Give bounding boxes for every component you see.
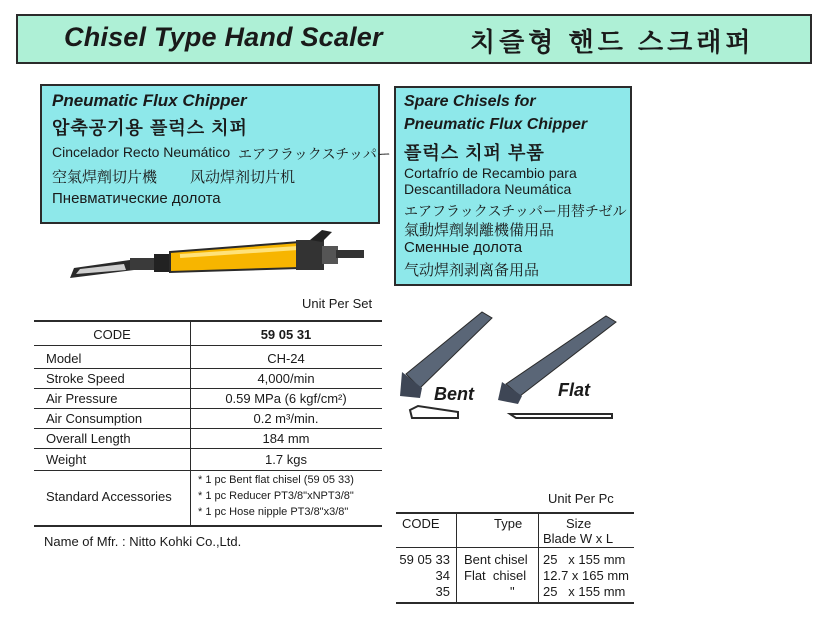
spare-header-code: CODE xyxy=(402,516,440,531)
spare-row-size: 25 x 155 mm xyxy=(543,584,626,599)
spec-row-label: Model xyxy=(46,351,82,366)
spec-code-value: 59 05 31 xyxy=(260,327,312,342)
spec-row-label: Air Pressure xyxy=(46,391,118,406)
spec-row-value: 4,000/min xyxy=(257,371,315,386)
accessories-label: Standard Accessories xyxy=(46,489,172,504)
spare-chisels-illustration xyxy=(398,302,628,426)
spare-row-size: 12.7 x 165 mm xyxy=(543,568,629,583)
product-name-jp: エアフラックスチッパー xyxy=(238,146,391,162)
spec-row-value: 0.59 MPa (6 kgf/cm²) xyxy=(225,391,347,406)
flux-chipper-illustration xyxy=(60,226,380,288)
spare-name-es-2: Descantilladora Neumática xyxy=(404,181,572,197)
spare-row-code: 59 05 33 xyxy=(399,552,450,567)
spare-row-code: 34 xyxy=(435,568,450,583)
spare-row-size: 25 x 155 mm xyxy=(543,552,626,567)
product-name-zh-simp: 风动焊剂切片机 xyxy=(190,169,296,186)
accessory-item: * 1 pc Reducer PT3/8"xNPT3/8" xyxy=(198,490,354,502)
product-name-es: Cincelador Recto Neumático xyxy=(52,144,231,160)
spare-row-type: Bent chisel xyxy=(464,552,528,567)
spare-header-size-sub: Blade W x L xyxy=(543,531,614,546)
product-name-zh-trad: 空氣焊劑切片機 xyxy=(52,169,158,186)
bent-chisel-label: Bent xyxy=(434,384,474,404)
spec-row-label: Air Consumption xyxy=(46,411,143,426)
spare-name-es-1: Cortafrío de Recambio para xyxy=(404,165,577,181)
unit-per-pc-note: Unit Per Pc xyxy=(548,491,614,506)
spare-heading-2: Pneumatic Flux Chipper xyxy=(404,116,588,133)
spec-row-value: 1.7 kgs xyxy=(265,452,307,467)
spec-row-value: 0.2 m³/min. xyxy=(253,411,319,426)
title-korean: 치즐형 핸드 스크래퍼 xyxy=(470,27,755,57)
manufacturer-name: Name of Mfr. : Nitto Kohki Co.,Ltd. xyxy=(44,534,242,549)
spare-heading-1: Spare Chisels for xyxy=(404,93,536,110)
spare-row-type: Flat chisel xyxy=(464,568,527,583)
spare-header-type: Type xyxy=(494,516,523,531)
spec-row-label: Stroke Speed xyxy=(46,371,125,386)
spare-row-type: " xyxy=(510,584,515,599)
spec-row-label: Overall Length xyxy=(46,431,131,446)
spare-name-ru: Сменные долота xyxy=(404,239,523,256)
spare-name-zh-simp: 气动焊剂剥离备用品 xyxy=(404,262,540,279)
product-name-ru: Пневматические долота xyxy=(52,190,221,207)
product-heading-ko: 압축공기용 플럭스 치퍼 xyxy=(52,118,248,138)
spare-name-zh-trad: 氣動焊劑剝離機備用品 xyxy=(404,222,555,239)
accessory-item: * 1 pc Bent flat chisel (59 05 33) xyxy=(198,474,354,486)
title-english: Chisel Type Hand Scaler xyxy=(64,22,383,52)
spec-code-label: CODE xyxy=(93,327,131,342)
spec-row-value: CH-24 xyxy=(267,351,305,366)
spare-header-size: Size xyxy=(566,516,592,531)
spare-row-code: 35 xyxy=(435,584,450,599)
unit-per-set-note: Unit Per Set xyxy=(302,296,373,311)
spec-row-label: Weight xyxy=(46,452,87,467)
accessory-item: * 1 pc Hose nipple PT3/8"x3/8" xyxy=(198,506,349,518)
spare-name-jp: エアフラックスチッパー用替チゼル xyxy=(404,203,627,219)
flat-chisel-label: Flat xyxy=(558,380,591,400)
spec-row-value: 184 mm xyxy=(262,431,310,446)
spare-heading-ko: 플럭스 치퍼 부품 xyxy=(404,143,545,163)
product-heading-en: Pneumatic Flux Chipper xyxy=(52,91,247,110)
